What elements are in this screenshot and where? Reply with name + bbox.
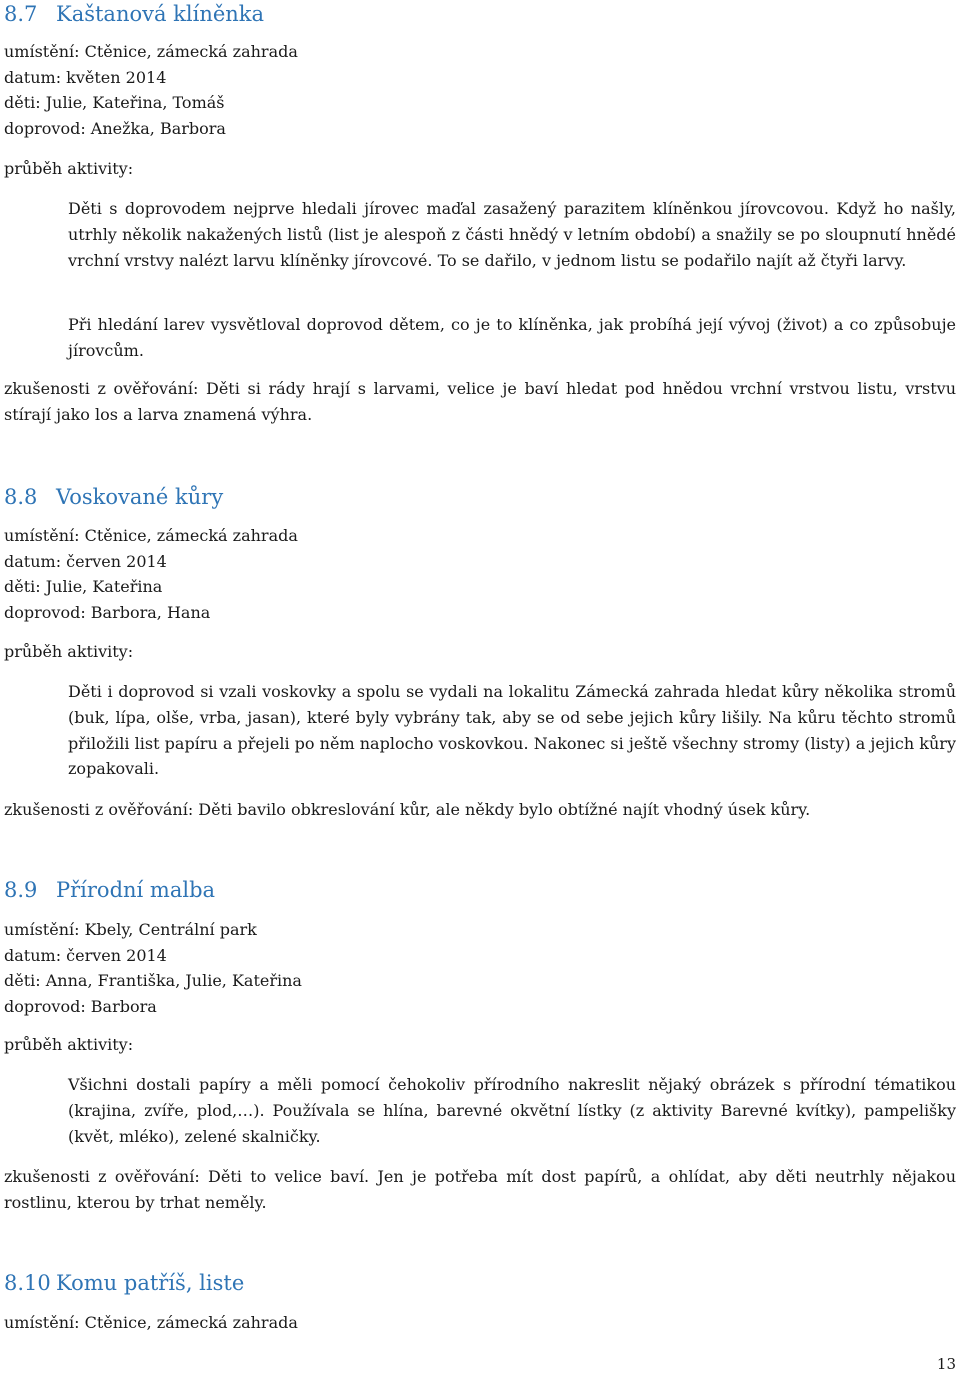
section-title: Voskované kůry	[56, 485, 224, 509]
meta-children: děti: Anna, Františka, Julie, Kateřina	[4, 971, 302, 990]
section-heading-8-8	[4, 485, 223, 509]
section-title: Kaštanová klíněnka	[56, 2, 265, 26]
section-meta	[4, 1310, 298, 1336]
progress-label: průběh aktivity:	[4, 159, 134, 178]
section-number: 8.10	[4, 1271, 51, 1295]
meta-location: umístění: Kbely, Centrální park	[4, 920, 257, 939]
section-heading-8-9	[4, 878, 215, 902]
meta-location: umístění: Ctěnice, zámecká zahrada	[4, 42, 298, 61]
section-heading-8-7	[4, 2, 264, 26]
meta-escort: doprovod: Anežka, Barbora	[4, 118, 226, 138]
page-number: 13	[936, 1355, 956, 1373]
activity-paragraph: Děti i doprovod si vzali voskovky a spolu se vydali na lokalitu Zámecká zahrada hledat kůry několika stromů (buk, lípa, olše, vrba, jasan), které byly vybrány tak, aby se od sebe jejich kůry lišily. Na kůru těchto stromů přiložili list papíru a přejeli po něm naplocho voskovkou. Nakonec si ještě všechny stromy (listy) a jejich kůry zopakovali.	[68, 682, 956, 779]
activity-paragraph: Všichni dostali papíry a měli pomocí čehokoliv přírodního nakreslit nějaký obrázek s přírodní tématikou (krajina, zvíře, plod,…). Používala se hlína, barevné okvětní lístky (z aktivity Barevné kvítky), pampelišky (květ, mléko), zelené skalničky.	[68, 1075, 956, 1146]
section-number: 8.7	[4, 2, 38, 26]
meta-escort: doprovod: Barbora	[4, 996, 157, 1016]
meta-children: děti: Julie, Kateřina, Tomáš	[4, 93, 225, 112]
section-title: Komu patříš, liste	[56, 1271, 245, 1295]
progress-label: průběh aktivity:	[4, 642, 134, 661]
section-meta	[4, 39, 298, 141]
meta-location: umístění: Ctěnice, zámecká zahrada	[4, 526, 298, 545]
experience-paragraph: zkušenosti z ověřování: Děti to velice baví. Jen je potřeba mít dost papírů, a ohlídat, aby děti neutrhly nějakou rostlinu, kterou by trhat neměly.	[4, 1167, 956, 1212]
meta-date: datum: květen 2014	[4, 67, 167, 87]
activity-paragraph: Při hledání larev vysvětloval doprovod dětem, co je to klíněnka, jak probíhá její vývoj (život) a co způsobuje jírovcům.	[68, 315, 956, 360]
experience-text: zkušenosti z ověřování: Děti si rády hrají s larvami, velice je baví hledat pod hnědou vrchní vrstvou listu, vrstvu stírají jako los a larva znamená výhra.	[4, 379, 956, 424]
section-meta	[4, 523, 298, 625]
progress-label: průběh aktivity:	[4, 1035, 134, 1054]
section-meta	[4, 917, 302, 1019]
section-number: 8.8	[4, 485, 38, 509]
experience-paragraph	[4, 376, 956, 428]
activity-paragraph: Děti s doprovodem nejprve hledali jírovec maďal zasažený parazitem klíněnkou jírovcovou. Když ho našly, utrhly několik nakažených listů (list je alespoň z části hnědý v letním období) a snažily se po sloupnutí hnědé vrchní vrstvy nalézt larvu klíněnky jírovcové. To se dařilo, v jednom listu se podařilo najít až čtyři larvy.	[68, 199, 956, 270]
meta-date: datum: červen 2014	[4, 945, 167, 965]
meta-escort: doprovod: Barbora, Hana	[4, 602, 211, 622]
section-number: 8.9	[4, 878, 38, 902]
meta-location: umístění: Ctěnice, zámecká zahrada	[4, 1313, 298, 1332]
section-heading-8-10	[4, 1271, 244, 1295]
meta-children: děti: Julie, Kateřina	[4, 577, 163, 596]
meta-date: datum: červen 2014	[4, 551, 167, 571]
section-title: Přírodní malba	[56, 878, 216, 902]
experience-paragraph: zkušenosti z ověřování: Děti bavilo obkreslování kůr, ale někdy bylo obtížné najít vhodný úsek kůry.	[4, 800, 811, 819]
